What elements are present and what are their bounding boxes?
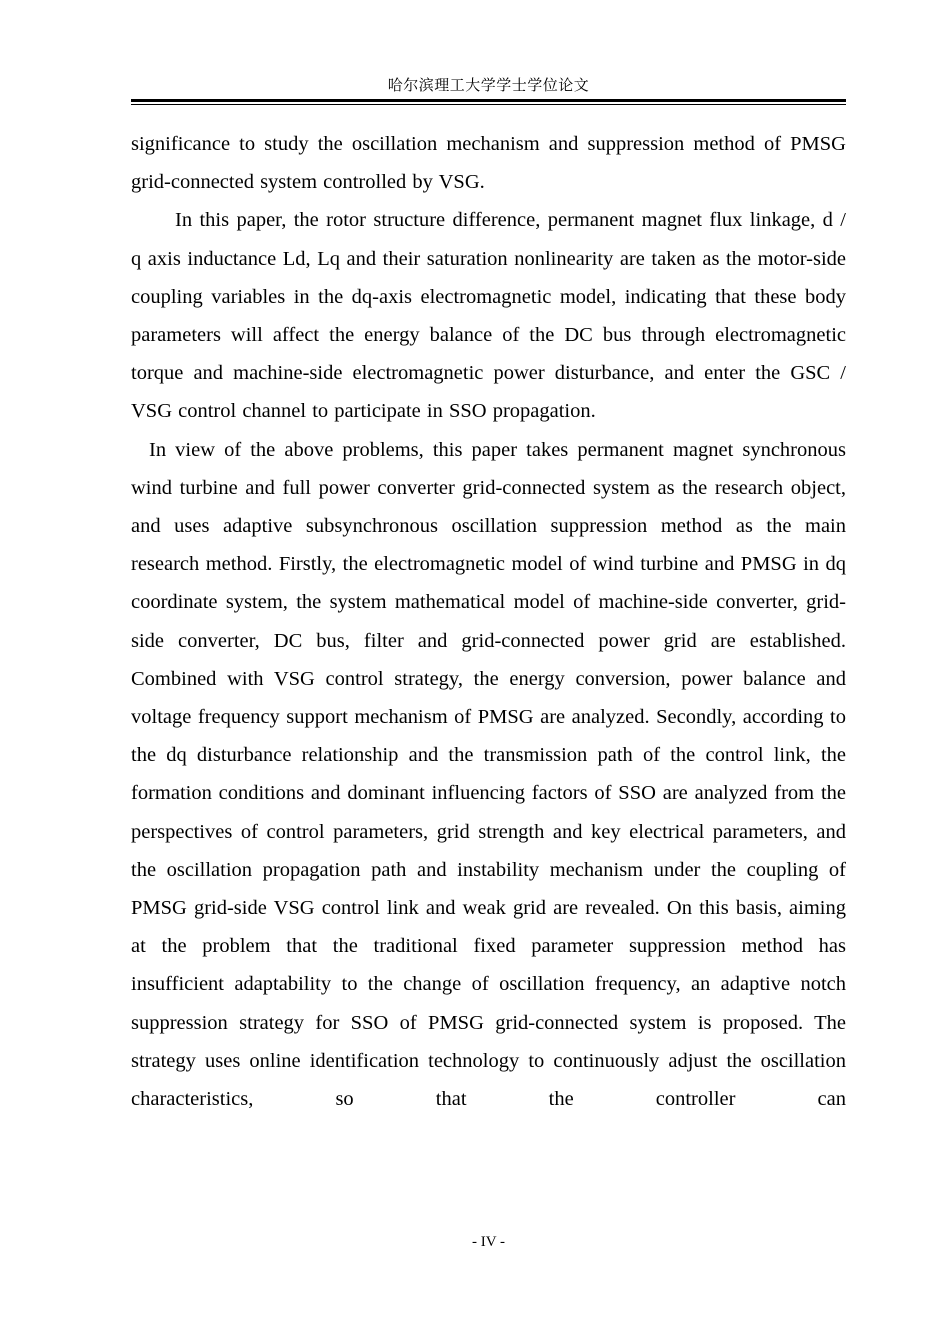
paragraph-parameters: In this paper, the rotor structure difference, permanent magnet flux linkage, d / q axis inductance Ld, Lq and their saturation nonlinearity are taken as the motor-side coupling variables in the dq-axis electromagnetic model, indicating that these body parameters will affect the energy balance of the DC bus through electromagnetic torque and machine-side electromagnetic power disturbance, and enter the GSC / VSG control channel to participate in SSO propagation. xyxy=(131,209,846,423)
header-rule-thick xyxy=(131,99,846,102)
body-text xyxy=(131,125,846,1118)
running-header: 哈尔滨理工大学学士学位论文 xyxy=(387,78,590,94)
paragraph-continuation: significance to study the oscillation mechanism and suppression method of PMSG grid-connected system controlled by VSG. xyxy=(131,133,846,194)
header-rule-thin xyxy=(131,104,846,105)
page-number: - IV - xyxy=(471,1234,506,1250)
paragraph-problems: In view of the above problems, this paper takes permanent magnet synchronous wind turbine and full power converter grid-connected system as the research object, and uses adaptive subsynchronous oscillation suppression method as the main research method. Firstly, the electromagnetic model of wind turbine and PMSG in dq coordinate system, the system mathematical model of machine-side converter, grid-side converter, DC bus, filter and grid-connected power grid are established. Combined with VSG control strategy, the energy conversion, power balance and voltage frequency support mechanism of PMSG are analyzed. Secondly, according to the dq disturbance relationship and the transmission path of the control link, the formation conditions and dominant influencing factors of SSO are analyzed from the perspectives of control parameters, grid strength and key electrical parameters, and the oscillation propagation path and instability mechanism under the coupling of PMSG grid-side VSG control link and weak grid are revealed. On this basis, aiming at the problem that the traditional fixed parameter suppression method has insufficient adaptability to the change of oscillation frequency, an adaptive notch suppression strategy for SSO of PMSG grid-connected system is proposed. The strategy uses online identification technology to continuously adjust the oscillation characteristics, so that the controller can xyxy=(131,438,846,1111)
